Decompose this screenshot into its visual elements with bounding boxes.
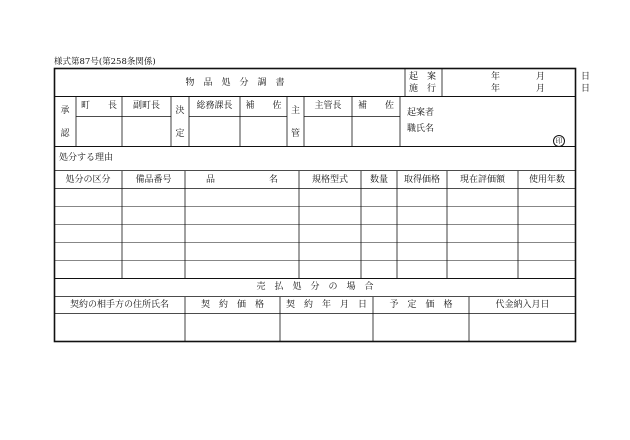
col-header-shutoku-kakaku: 取得価格 [403, 175, 440, 185]
col-header-hinmei: 品 名 [205, 175, 278, 185]
sale-header-keiyaku-kakaku: 契 約 価 格 [200, 300, 264, 310]
shukan-chou-label: 主管長 [314, 101, 342, 111]
shiko-label: 施 行 [409, 84, 437, 94]
col-header-shiyou-nensuu: 使用年数 [528, 175, 565, 185]
col-header-kubun: 処分の区分 [65, 175, 111, 185]
tei-label: 定 [175, 129, 185, 139]
col-header-hyouka: 現在評価額 [459, 175, 505, 185]
form-number: 様式第87号(第258条関係) [54, 57, 156, 67]
sale-header-yotei-kakaku: 予 定 価 格 [389, 300, 453, 310]
table-row[interactable] [55, 261, 575, 278]
table-row[interactable] [55, 189, 575, 206]
soumu-kachou-label: 総務課長 [196, 101, 233, 111]
shu-label: 主 [290, 106, 300, 116]
shiko-date: 年 月 日 [491, 84, 591, 94]
col-header-kikaku: 規格型式 [311, 175, 348, 185]
sale-entry-row[interactable] [55, 314, 575, 341]
hosa2-label: 補 佐 [357, 101, 394, 111]
chou-label: 町 長 [80, 101, 117, 111]
reason-label: 処分する理由 [59, 153, 114, 163]
kiansha-label: 起案者 [407, 108, 435, 118]
kan-label: 管 [290, 129, 300, 139]
kian-date: 年 月 日 [491, 72, 591, 82]
table-row[interactable] [55, 243, 575, 260]
form-title: 物 品 処 分 調 書 [185, 78, 285, 88]
kette-label: 決 [175, 106, 185, 116]
table-row[interactable] [55, 207, 575, 224]
sale-section-title: 売 払 処 分 の 場 合 [256, 282, 374, 292]
shokushimei-label: 職氏名 [407, 124, 435, 134]
kian-label: 起 案 [409, 72, 437, 82]
hosa1-label: 補 佐 [245, 101, 282, 111]
seal-mark: 印 [553, 135, 565, 147]
fukuchou-label: 副町長 [132, 101, 160, 111]
sale-header-nounyuu: 代金納入月日 [495, 300, 550, 310]
col-header-bihin-bangou: 備品番号 [135, 175, 172, 185]
nin-label: 認 [60, 129, 70, 139]
sale-header-aite: 契約の相手方の住所氏名 [69, 300, 169, 310]
col-header-suuryou: 数量 [369, 175, 388, 185]
sho-label: 承 [60, 106, 70, 116]
table-row[interactable] [55, 225, 575, 242]
sale-header-keiyaku-date: 契 約 年 月 日 [285, 300, 367, 310]
